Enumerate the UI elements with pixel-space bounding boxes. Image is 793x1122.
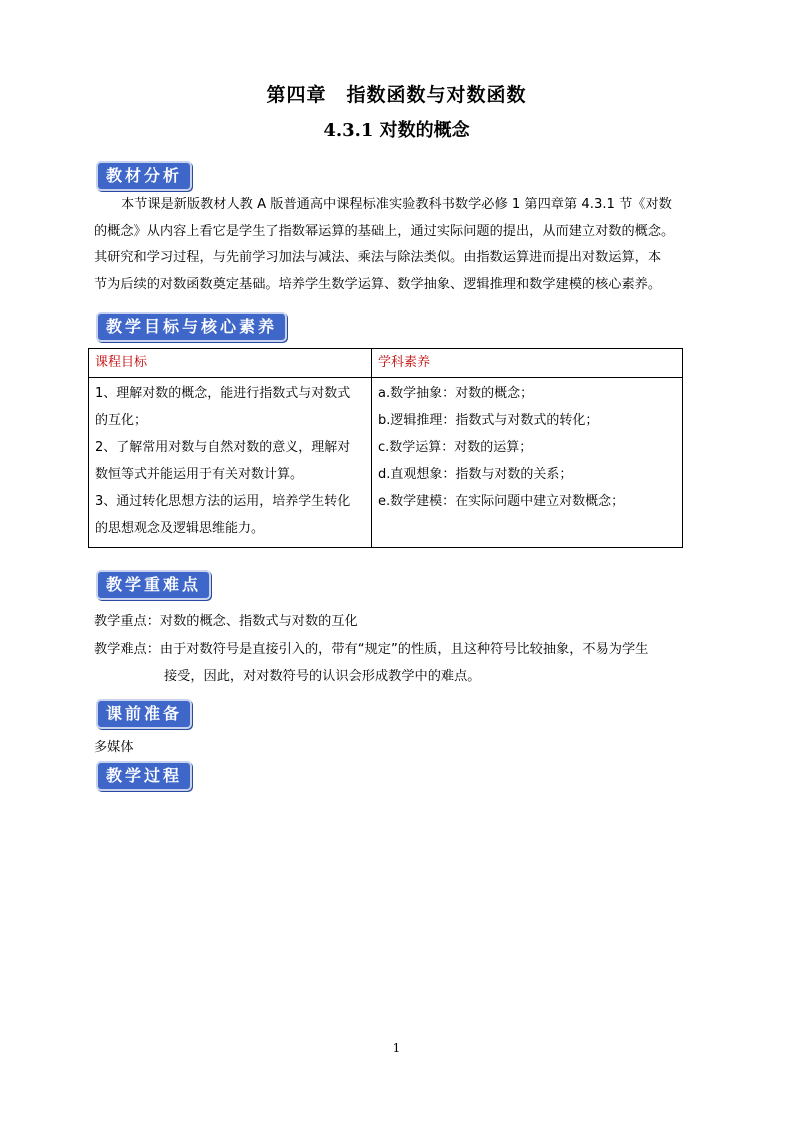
- header-course-goals: 课程目标: [89, 349, 372, 378]
- tag-process: 教学过程: [96, 761, 192, 791]
- goal-line: 数恒等式并能运用于有关对数计算。: [95, 467, 304, 482]
- tag-keypoints: 教学重难点: [96, 570, 211, 600]
- header-subject-literacy: 学科素养: [372, 349, 683, 378]
- chapter-title: 第四章 指数函数与对数函数: [266, 84, 527, 106]
- literacy-cell: [372, 378, 683, 548]
- goals-table: [88, 348, 683, 548]
- tag-prep: 课前准备: [96, 699, 192, 729]
- goal-line: 1、理解对数的概念，能进行指数式与对数式: [95, 386, 351, 401]
- goal-line: 的互化；: [95, 413, 148, 428]
- tag-analysis: 教材分析: [96, 161, 192, 191]
- course-goals-cell: [89, 378, 372, 548]
- teaching-focus: 教学重点：对数的概念、指数式与对数的互化: [94, 614, 358, 629]
- page-number: 1: [392, 1041, 401, 1055]
- tag-goals: 教学目标与核心素养: [96, 312, 287, 342]
- teaching-difficulty-cont: 接受，因此，对对数符号的认识会形成教学中的难点。: [164, 669, 481, 684]
- analysis-line: 本节课是新版教材人教 A 版普通高中课程标准实验教科书数学必修 1 第四章第 4.3.1 节《对数: [121, 197, 672, 212]
- literacy-line: c.数学运算：对数的运算；: [378, 440, 533, 455]
- goal-line: 的思想观念及逻辑思维能力。: [95, 521, 265, 536]
- literacy-line: e.数学建模：在实际问题中建立对数概念；: [378, 494, 625, 509]
- analysis-line: 的概念》从内容上看它是学生了指数幂运算的基础上，通过实际问题的提出，从而建立对数的概念。: [94, 223, 675, 239]
- analysis-paragraph: [94, 192, 702, 298]
- literacy-line: b.逻辑推理：指数式与对数式的转化；: [378, 413, 599, 428]
- analysis-line: 其研究和学习过程，与先前学习加法与减法、乘法与除法类似。由指数运算进而提出对数运算，本: [94, 250, 662, 265]
- teaching-difficulty: 教学难点：由于对数符号是直接引入的，带有“规定”的性质，且这种符号比较抽象，不易为学生: [94, 642, 649, 657]
- analysis-line: 节为后续的对数函数奠定基础。培养学生数学运算、数学抽象、逻辑推理和数学建模的核心素养。: [94, 276, 662, 292]
- literacy-line: a.数学抽象：对数的概念；: [378, 386, 534, 401]
- prep-text: 多媒体: [94, 740, 134, 755]
- literacy-line: d.直观想象：指数与对数的关系；: [378, 467, 573, 482]
- section-title: 4.3.1 对数的概念: [323, 120, 470, 141]
- goal-line: 3、通过转化思想方法的运用，培养学生转化: [95, 494, 351, 509]
- goal-line: 2、了解常用对数与自然对数的意义，理解对: [95, 440, 351, 455]
